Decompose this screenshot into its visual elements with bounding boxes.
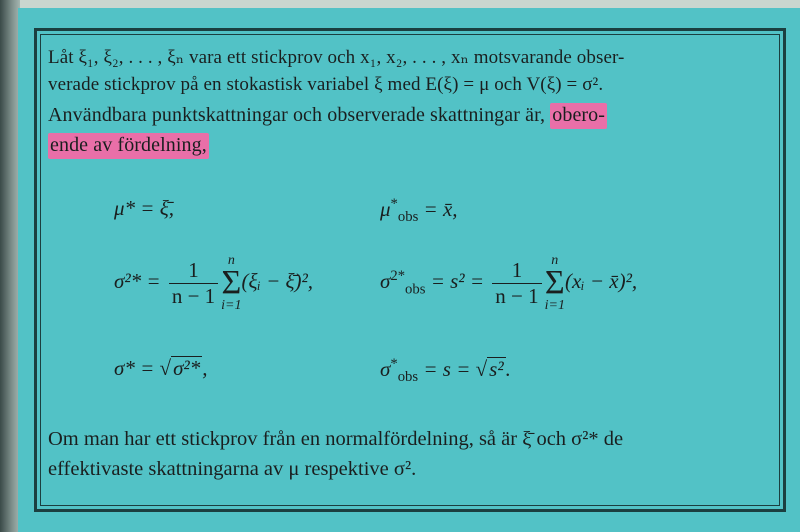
highlighted-phrase-part2: ende av fördelning, [48,133,209,159]
paragraph2-line1: Om man har ett stickprov från en normalfördelning, så är ξ̄ och σ²* de [48,428,624,450]
paragraph1-line3 [48,104,607,127]
formula-mu-star: μ* = ξ̄, [114,196,174,220]
frac-numerator-obs: 1 [492,258,541,284]
formula-mu-obs [380,196,458,226]
paragraph2-line2: effektivaste skattningarna av μ respektive σ². [48,458,417,480]
sum-lower: i=1 [221,297,242,313]
sigma-obs-symbol: σ [380,357,391,381]
sigma2-obs-sup: 2* [390,268,406,285]
sum-sigma-glyph-obs: Σ [544,264,565,301]
sigma2-obs-symbol: σ [380,269,391,294]
mu-symbol: μ [380,197,391,221]
sum-upper-obs: n [551,253,559,268]
frac-denominator: n − 1 [171,283,216,308]
paragraph1-line4 [48,134,209,157]
sigma-obs-radicand: s² [489,357,504,381]
sigma-obs-end: . [505,357,511,381]
frac-numerator: 1 [169,258,218,284]
formula-sigma-obs [380,356,511,386]
formula-sigma-star [114,356,207,381]
sigma2-star-lhs: σ²* = [114,269,161,294]
sum-lower-obs: i=1 [544,297,565,313]
sigma-obs-sub: obs [397,369,419,386]
sigma-star-lhs: σ* = √ [114,356,172,380]
paragraph1-line3-text: Användbara punktskattningar och observerade skattningar är, [48,104,551,126]
mu-obs-sup: * [390,196,398,212]
sum-upper: n [227,253,235,268]
sigma2-obs-mid: = s² = [425,269,485,294]
sigma2-obs-sub: obs [405,281,426,298]
fraction-one-over-n-minus-1 [169,258,218,309]
page-binding-edge [0,0,20,532]
mu-obs-sub: obs [397,209,419,226]
sum-sigma-glyph: Σ [221,264,242,301]
summation-sign [221,254,241,313]
sigma-obs-mid: = s = √ [418,357,488,381]
sigma-star-end: , [202,356,208,380]
paragraph1-line2: verade stickprov på en stokastisk variabel ξ med E(ξ) = μ och V(ξ) = σ². [48,74,604,95]
sigma2-obs-term: (xᵢ − x̄)², [564,269,638,294]
paragraph1-line1: Låt ξ₁, ξ₂, . . . , ξₙ vara ett stickprov och x₁, x₂, . . . , xₙ motsvarande obser- [48,47,625,68]
sigma2-star-term: (ξᵢ − ξ̄)², [241,269,314,294]
sigma-obs-sup: * [390,356,398,372]
fraction-one-over-n-minus-1-obs [492,258,541,309]
highlighted-phrase-part1: obero- [550,103,607,129]
mu-obs-rhs: = x̄, [418,197,458,221]
summation-sign-obs [545,254,565,313]
formula-sigma2-star [114,254,313,313]
frac-denominator-obs: n − 1 [495,283,539,308]
sigma-star-radicand: σ²* [173,356,201,380]
formula-sigma2-obs [380,254,637,313]
